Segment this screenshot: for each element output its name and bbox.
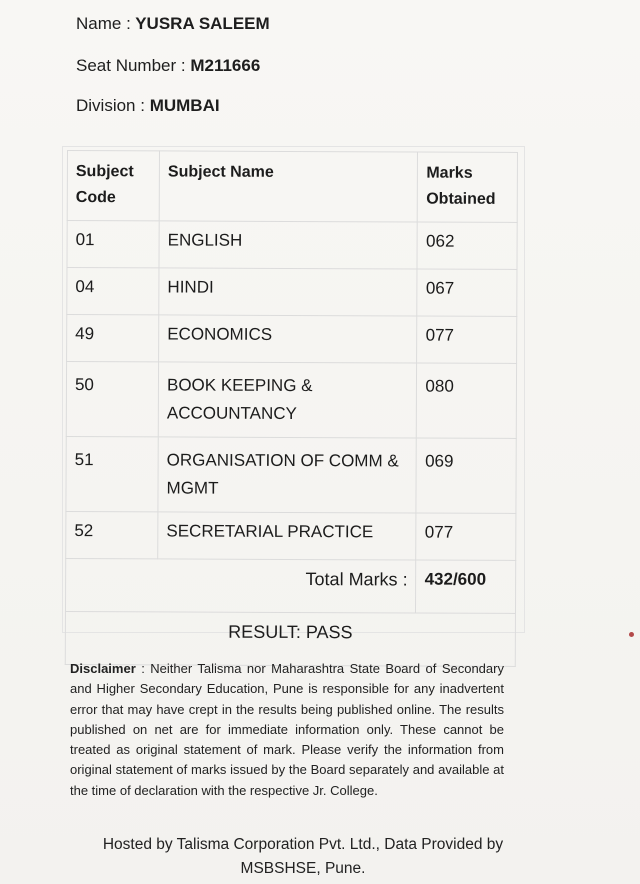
subject-code: 51: [66, 436, 158, 511]
header-marks-line2: Obtained: [426, 190, 496, 208]
division-line: [76, 96, 220, 116]
subject-name-line1: BOOK KEEPING &: [166, 375, 313, 396]
subject-code: 04: [67, 268, 159, 315]
hosted-by-footer: Hosted by Talisma Corporation Pvt. Ltd., Data Provided by MSBSHSE, Pune.: [102, 836, 504, 877]
table-row: [66, 362, 516, 439]
seat-number-line: [76, 56, 260, 76]
seat-number: M211666: [190, 56, 261, 75]
disclaimer-text: : Neither Talisma nor Maharashtra State Board of Secondary and Higher Secondary Education, Pune is responsible for any inadvertent error that may have crept in the results being published online. The results published on net are for immediate information only. These cannot be treated as original statement of mark. Please verify the information from original statement of marks issued by the Board separately and available at the time of declaration with the respective Jr. College.: [70, 661, 504, 798]
marks-obtained: 080: [417, 363, 517, 438]
subject-name: [158, 362, 417, 438]
subject-name: ENGLISH: [159, 221, 418, 269]
seat-label: Seat Number :: [76, 56, 186, 75]
subject-name: HINDI: [159, 268, 418, 316]
disclaimer: [70, 659, 504, 801]
student-name: YUSRA SALEEM: [135, 14, 270, 33]
header-code-line2: Code: [75, 189, 116, 207]
subject-name: SECRETARIAL PRACTICE: [158, 512, 417, 560]
header-name-text: Subject Name: [167, 163, 274, 181]
subject-code: 49: [67, 315, 159, 362]
table-row: [67, 315, 517, 364]
subject-name-line2: ACCOUNTANCY: [166, 403, 297, 424]
subject-code: 50: [66, 362, 158, 437]
subject-name-line2: MGMT: [166, 478, 219, 498]
marks-obtained: 077: [416, 513, 516, 560]
total-row: [65, 558, 515, 613]
table-row: [67, 268, 517, 317]
division-label: Division :: [76, 96, 145, 115]
header-subject-code: [67, 151, 159, 221]
result-status: RESULT: PASS: [65, 611, 515, 666]
header-code-line1: Subject: [75, 163, 134, 181]
student-name-line: [76, 14, 270, 34]
table-row: [67, 221, 517, 270]
header-marks-obtained: [418, 152, 518, 222]
table-row: [66, 436, 516, 513]
total-marks-label: Total Marks :: [65, 558, 416, 613]
division-value: MUMBAI: [149, 96, 220, 115]
header-subject-name: [159, 151, 418, 222]
total-marks-value: 432/600: [416, 560, 516, 613]
name-label: Name :: [76, 14, 131, 33]
marks-table: [65, 150, 518, 667]
table-row: [66, 511, 516, 560]
table-header-row: [67, 151, 517, 223]
marks-obtained: 069: [416, 438, 516, 513]
disclaimer-label: Disclaimer: [70, 661, 136, 676]
marks-obtained: 077: [417, 316, 517, 363]
subject-code: 52: [66, 511, 158, 558]
marks-obtained: 067: [417, 269, 517, 316]
subject-name-line1: ORGANISATION OF COMM &: [166, 450, 399, 471]
header-marks-line1: Marks: [426, 164, 473, 182]
marks-obtained: 062: [417, 222, 517, 269]
subject-code: 01: [67, 221, 159, 268]
subject-name: [158, 437, 417, 513]
subject-name: ECONOMICS: [159, 315, 418, 363]
scan-speck: [629, 632, 634, 637]
